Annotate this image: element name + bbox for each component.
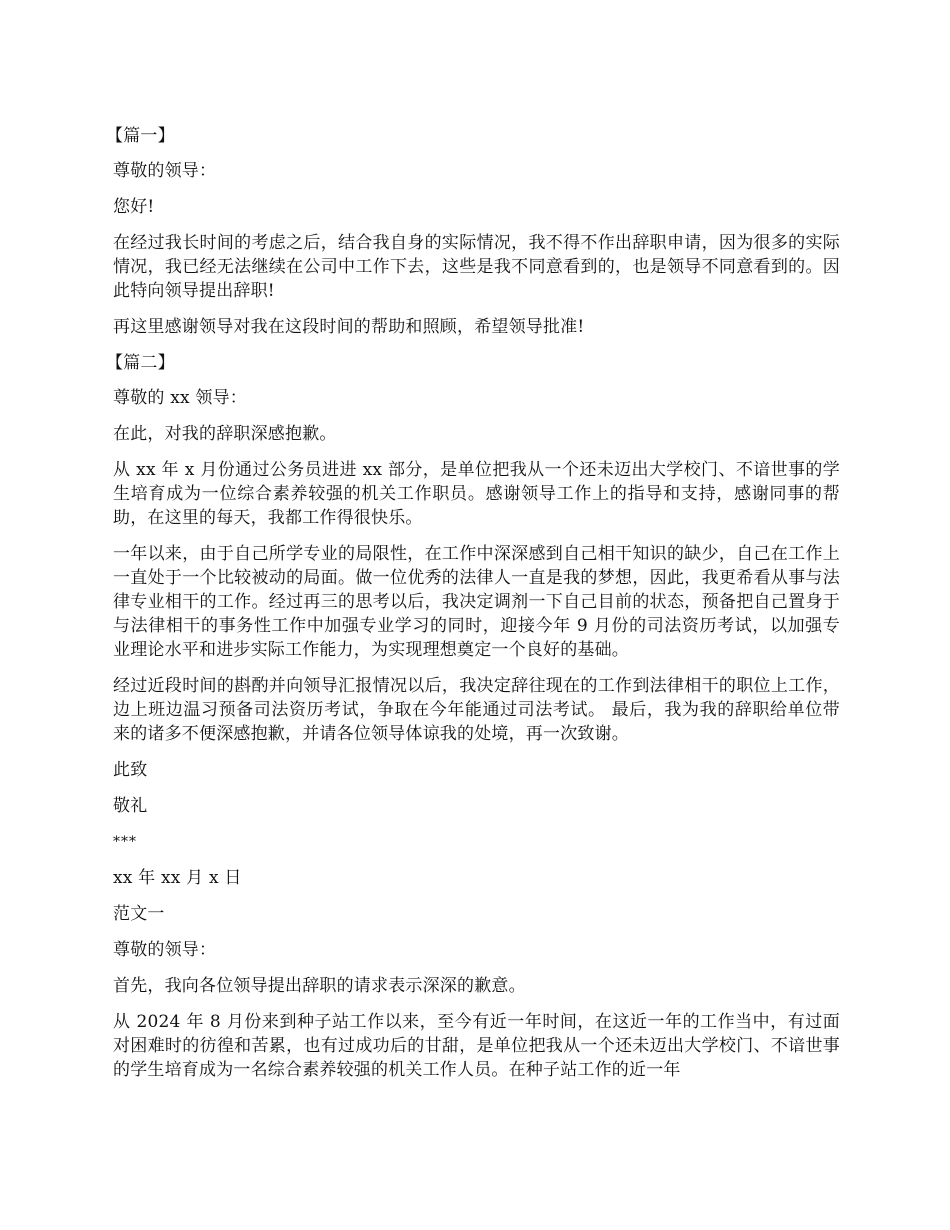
body-paragraph: 再这里感谢领导对我在这段时间的帮助和照顾，希望领导批准!: [113, 317, 585, 337]
signature-placeholder: ***: [113, 834, 137, 850]
salutation: 尊敬的领导：: [113, 161, 217, 181]
document-page: [106, 124, 840, 1094]
date-line: xx 年 xx 月 x 日: [113, 868, 242, 888]
body-paragraph: 从 2024 年 8 月份来到种子站工作以来，至今有近一年时间，在这近一年的工作当中，有过面对困难时的彷徨和苦累，也有过成功后的甘甜，是单位把我从一个还未迈出大学校门、不谙世事的学生培育成为一名综合素养较强的机关工作人员。在种子站工作的近一年: [113, 1012, 840, 1080]
salutation: 尊敬的领导：: [113, 940, 217, 960]
section-heading-1: 【篇一】: [106, 126, 175, 146]
body-paragraph: 一年以来，由于自己所学专业的局限性，在工作中深深感到自己相干知识的缺少，自己在工作上一直处于一个比较被动的局面。做一位优秀的法律人一直是我的梦想，因此，我更希看从事与法律专业相干的工作。经过再三的思考以后，我决定调剂一下自己目前的状态，预备把自己置身于与法律相干的事务性工作中加强专业学习的同时，迎接今年 9 月份的司法资历考试，以加强专业理论水平和进步实际工作能力，为实现理想奠定一个良好的基础。: [113, 544, 840, 660]
greeting: 您好!: [113, 197, 155, 217]
body-paragraph: 在经过我长时间的考虑之后，结合我自身的实际情况，我不得不作出辞职申请，因为很多的实际情况，我已经无法继续在公司中工作下去，这些是我不同意看到的，也是领导不同意看到的。因此特向领导提出辞职!: [113, 233, 840, 301]
closing-line: 敬礼: [113, 796, 148, 816]
section-heading-2: 【篇二】: [106, 353, 175, 373]
body-paragraph: 首先，我向各位领导提出辞职的请求表示深深的歉意。: [113, 976, 526, 996]
salutation: 尊敬的 xx 领导：: [113, 388, 247, 408]
body-paragraph: 经过近段时间的斟酌并向领导汇报情况以后，我决定辞往现在的工作到法律相干的职位上工作，边上班边温习预备司法资历考试，争取在今年能通过司法考试。 最后，我为我的辞职给单位带来的诸多不便深感抱歉，并请各位领导体谅我的处境，再一次致谢。: [113, 676, 840, 744]
body-paragraph: 在此，对我的辞职深感抱歉。: [113, 424, 337, 444]
body-paragraph: 从 xx 年 x 月份通过公务员进进 xx 部分，是单位把我从一个还未迈出大学校门、不谙世事的学生培育成为一位综合素养较强的机关工作职员。感谢领导工作上的指导和支持，感谢同事的帮助，在这里的每天，我都工作得很快乐。: [113, 460, 840, 528]
closing-line: 此致: [113, 760, 148, 780]
section-heading-3: 范文一: [113, 904, 165, 924]
